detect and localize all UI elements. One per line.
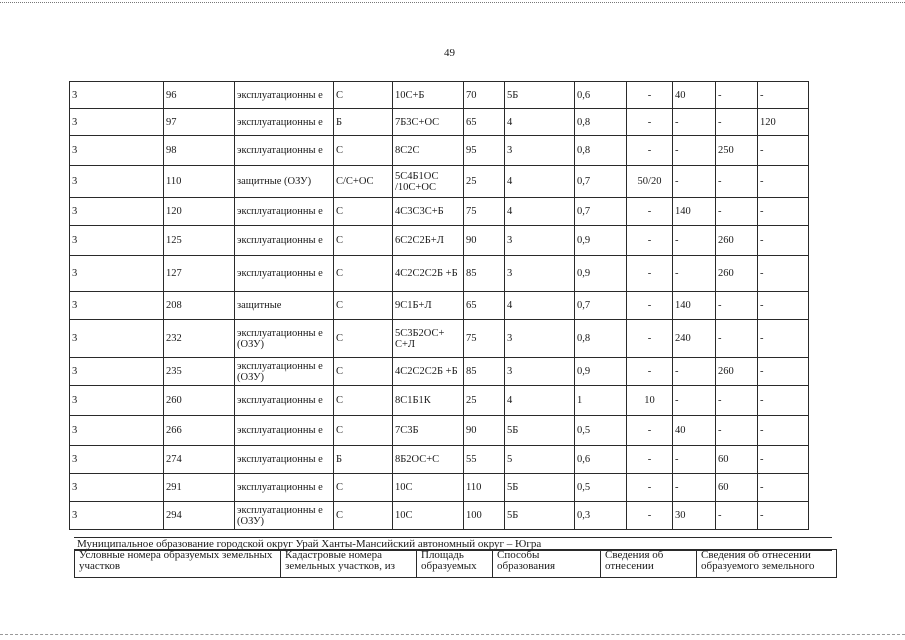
age-cell: 85 xyxy=(464,256,505,292)
header-formation-method: Способы образования xyxy=(493,550,601,578)
value-cell-4: - xyxy=(758,82,809,109)
plot-id-cell: 232 xyxy=(164,320,235,358)
value-cell-4: - xyxy=(758,502,809,530)
age-cell: 65 xyxy=(464,292,505,320)
age-cell: 100 xyxy=(464,502,505,530)
density-cell: 0,5 xyxy=(575,474,627,502)
forest-inventory-table xyxy=(69,81,809,530)
value-cell-3: 60 xyxy=(716,474,758,502)
age-cell: 75 xyxy=(464,320,505,358)
composition-cell: 8С1Б1К xyxy=(393,386,464,416)
age-cell: 25 xyxy=(464,386,505,416)
category-cell: С xyxy=(334,136,393,166)
composition-cell: 4С2С2С2Б +Б xyxy=(393,358,464,386)
plot-id-cell: 235 xyxy=(164,358,235,386)
value-cell-1: - xyxy=(627,292,673,320)
age-cell: 25 xyxy=(464,166,505,198)
density-cell: 0,3 xyxy=(575,502,627,530)
age-cell: 85 xyxy=(464,358,505,386)
value-cell-3: - xyxy=(716,502,758,530)
scan-edge-top xyxy=(0,2,905,3)
category-cell: С xyxy=(334,474,393,502)
value-cell-4: 120 xyxy=(758,109,809,136)
density-cell: 0,6 xyxy=(575,446,627,474)
age-cell: 75 xyxy=(464,198,505,226)
category-cell: С xyxy=(334,386,393,416)
age-cell: 95 xyxy=(464,136,505,166)
age-cell: 55 xyxy=(464,446,505,474)
category-cell: С/С+ОС xyxy=(334,166,393,198)
age-cell: 70 xyxy=(464,82,505,109)
category-cell: С xyxy=(334,292,393,320)
table-row xyxy=(70,416,809,446)
class-cell: 4 xyxy=(505,292,575,320)
purpose-cell: эксплуатационны е xyxy=(235,446,334,474)
header-area: Площадь образуемых xyxy=(417,550,493,578)
class-cell: 5Б xyxy=(505,416,575,446)
value-cell-2: 40 xyxy=(673,82,716,109)
zone-cell: 3 xyxy=(70,166,164,198)
zone-cell: 3 xyxy=(70,292,164,320)
purpose-cell: эксплуатационны е xyxy=(235,198,334,226)
value-cell-3: - xyxy=(716,292,758,320)
table-row xyxy=(70,320,809,358)
plot-id-cell: 125 xyxy=(164,226,235,256)
zone-cell: 3 xyxy=(70,416,164,446)
table-row xyxy=(70,166,809,198)
zone-cell: 3 xyxy=(70,358,164,386)
purpose-cell: эксплуатационны е xyxy=(235,109,334,136)
plot-id-cell: 266 xyxy=(164,416,235,446)
value-cell-3: 60 xyxy=(716,446,758,474)
class-cell: 5Б xyxy=(505,82,575,109)
value-cell-2: - xyxy=(673,386,716,416)
density-cell: 0,9 xyxy=(575,358,627,386)
table-row xyxy=(70,474,809,502)
composition-cell: 5С4Б1ОС /10С+ОС xyxy=(393,166,464,198)
category-cell: С xyxy=(334,320,393,358)
density-cell: 0,9 xyxy=(575,256,627,292)
value-cell-1: 10 xyxy=(627,386,673,416)
value-cell-4: - xyxy=(758,198,809,226)
value-cell-1: - xyxy=(627,226,673,256)
value-cell-2: - xyxy=(673,446,716,474)
scan-edge-bottom xyxy=(0,634,905,635)
header-attribution: Сведения об отнесении xyxy=(601,550,697,578)
table-row xyxy=(70,386,809,416)
age-cell: 90 xyxy=(464,416,505,446)
value-cell-3: 260 xyxy=(716,226,758,256)
plot-id-cell: 208 xyxy=(164,292,235,320)
plot-id-cell: 120 xyxy=(164,198,235,226)
category-cell: С xyxy=(334,502,393,530)
class-cell: 4 xyxy=(505,198,575,226)
value-cell-3: - xyxy=(716,198,758,226)
value-cell-3: - xyxy=(716,166,758,198)
purpose-cell: эксплуатационны е xyxy=(235,256,334,292)
density-cell: 0,6 xyxy=(575,82,627,109)
class-cell: 4 xyxy=(505,386,575,416)
zone-cell: 3 xyxy=(70,446,164,474)
value-cell-4: - xyxy=(758,446,809,474)
value-cell-4: - xyxy=(758,292,809,320)
plot-id-cell: 274 xyxy=(164,446,235,474)
value-cell-2: 40 xyxy=(673,416,716,446)
table-row xyxy=(70,109,809,136)
zone-cell: 3 xyxy=(70,256,164,292)
value-cell-1: - xyxy=(627,256,673,292)
purpose-cell: эксплуатационны е xyxy=(235,386,334,416)
composition-cell: 7С3Б xyxy=(393,416,464,446)
value-cell-4: - xyxy=(758,386,809,416)
value-cell-2: - xyxy=(673,474,716,502)
value-cell-3: - xyxy=(716,82,758,109)
plot-id-cell: 97 xyxy=(164,109,235,136)
value-cell-2: - xyxy=(673,226,716,256)
zone-cell: 3 xyxy=(70,474,164,502)
purpose-cell: эксплуатационны е xyxy=(235,226,334,256)
plot-id-cell: 127 xyxy=(164,256,235,292)
age-cell: 90 xyxy=(464,226,505,256)
value-cell-1: - xyxy=(627,358,673,386)
zone-cell: 3 xyxy=(70,226,164,256)
zone-cell: 3 xyxy=(70,502,164,530)
header-plot-attribution: Сведения об отнесении образуемого земельного xyxy=(697,550,837,578)
value-cell-2: - xyxy=(673,358,716,386)
purpose-cell: эксплуатационны е xyxy=(235,82,334,109)
value-cell-1: - xyxy=(627,502,673,530)
density-cell: 0,7 xyxy=(575,292,627,320)
class-cell: 5Б xyxy=(505,474,575,502)
value-cell-2: 140 xyxy=(673,198,716,226)
zone-cell: 3 xyxy=(70,386,164,416)
value-cell-3: 250 xyxy=(716,136,758,166)
header-cadastral-numbers: Кадастровые номера земельных участков, из xyxy=(281,550,417,578)
plot-id-cell: 96 xyxy=(164,82,235,109)
value-cell-1: - xyxy=(627,198,673,226)
value-cell-4: - xyxy=(758,320,809,358)
plot-id-cell: 294 xyxy=(164,502,235,530)
composition-cell: 4С3С3С+Б xyxy=(393,198,464,226)
purpose-cell: эксплуатационны е xyxy=(235,136,334,166)
table-row xyxy=(70,136,809,166)
table-row xyxy=(70,358,809,386)
value-cell-1: - xyxy=(627,320,673,358)
table-row xyxy=(70,502,809,530)
value-cell-4: - xyxy=(758,256,809,292)
table-row xyxy=(70,82,809,109)
zone-cell: 3 xyxy=(70,109,164,136)
header-plot-numbers: Условные номера образуемых земельных участков xyxy=(75,550,281,578)
value-cell-2: 140 xyxy=(673,292,716,320)
value-cell-3: - xyxy=(716,320,758,358)
table-row xyxy=(70,226,809,256)
value-cell-1: 50/20 xyxy=(627,166,673,198)
purpose-cell: эксплуатационны е xyxy=(235,474,334,502)
density-cell: 0,7 xyxy=(575,166,627,198)
plot-id-cell: 260 xyxy=(164,386,235,416)
value-cell-2: - xyxy=(673,136,716,166)
class-cell: 5Б xyxy=(505,502,575,530)
land-plots-header-table xyxy=(74,549,837,578)
purpose-cell: эксплуатационны е xyxy=(235,416,334,446)
municipality-line: Муниципальное образование городской округ Урай Ханты-Мансийский автономный округ – Югра xyxy=(74,537,832,551)
zone-cell: 3 xyxy=(70,320,164,358)
composition-cell: 4С2С2С2Б +Б xyxy=(393,256,464,292)
density-cell: 1 xyxy=(575,386,627,416)
class-cell: 3 xyxy=(505,226,575,256)
page-number: 49 xyxy=(444,47,455,59)
composition-cell: 8С2С xyxy=(393,136,464,166)
class-cell: 3 xyxy=(505,358,575,386)
density-cell: 0,8 xyxy=(575,136,627,166)
category-cell: С xyxy=(334,226,393,256)
purpose-cell: защитные xyxy=(235,292,334,320)
value-cell-4: - xyxy=(758,358,809,386)
category-cell: С xyxy=(334,358,393,386)
category-cell: С xyxy=(334,82,393,109)
zone-cell: 3 xyxy=(70,198,164,226)
density-cell: 0,5 xyxy=(575,416,627,446)
category-cell: Б xyxy=(334,109,393,136)
density-cell: 0,8 xyxy=(575,320,627,358)
composition-cell: 10С xyxy=(393,502,464,530)
class-cell: 3 xyxy=(505,136,575,166)
value-cell-4: - xyxy=(758,416,809,446)
value-cell-1: - xyxy=(627,474,673,502)
purpose-cell: защитные (ОЗУ) xyxy=(235,166,334,198)
composition-cell: 5С3Б2ОС+ С+Л xyxy=(393,320,464,358)
density-cell: 0,9 xyxy=(575,226,627,256)
value-cell-4: - xyxy=(758,136,809,166)
value-cell-1: - xyxy=(627,82,673,109)
composition-cell: 9С1Б+Л xyxy=(393,292,464,320)
value-cell-1: - xyxy=(627,446,673,474)
value-cell-2: - xyxy=(673,109,716,136)
table-row xyxy=(70,292,809,320)
value-cell-3: 260 xyxy=(716,358,758,386)
category-cell: С xyxy=(334,198,393,226)
value-cell-4: - xyxy=(758,166,809,198)
composition-cell: 10С xyxy=(393,474,464,502)
class-cell: 3 xyxy=(505,256,575,292)
density-cell: 0,7 xyxy=(575,198,627,226)
category-cell: С xyxy=(334,416,393,446)
plot-id-cell: 291 xyxy=(164,474,235,502)
value-cell-4: - xyxy=(758,474,809,502)
value-cell-2: 240 xyxy=(673,320,716,358)
zone-cell: 3 xyxy=(70,82,164,109)
class-cell: 3 xyxy=(505,320,575,358)
value-cell-3: - xyxy=(716,416,758,446)
value-cell-3: - xyxy=(716,386,758,416)
table-row xyxy=(70,256,809,292)
density-cell: 0,8 xyxy=(575,109,627,136)
table-row xyxy=(70,446,809,474)
composition-cell: 6С2С2Б+Л xyxy=(393,226,464,256)
age-cell: 110 xyxy=(464,474,505,502)
age-cell: 65 xyxy=(464,109,505,136)
purpose-cell: эксплуатационны е (ОЗУ) xyxy=(235,320,334,358)
zone-cell: 3 xyxy=(70,136,164,166)
composition-cell: 7Б3С+ОС xyxy=(393,109,464,136)
purpose-cell: эксплуатационны е (ОЗУ) xyxy=(235,358,334,386)
value-cell-1: - xyxy=(627,109,673,136)
value-cell-2: 30 xyxy=(673,502,716,530)
table-row xyxy=(70,198,809,226)
purpose-cell: эксплуатационны е (ОЗУ) xyxy=(235,502,334,530)
class-cell: 4 xyxy=(505,109,575,136)
value-cell-1: - xyxy=(627,416,673,446)
value-cell-2: - xyxy=(673,166,716,198)
category-cell: Б xyxy=(334,446,393,474)
value-cell-1: - xyxy=(627,136,673,166)
value-cell-3: - xyxy=(716,109,758,136)
plot-id-cell: 98 xyxy=(164,136,235,166)
class-cell: 4 xyxy=(505,166,575,198)
value-cell-2: - xyxy=(673,256,716,292)
composition-cell: 8Б2ОС+С xyxy=(393,446,464,474)
composition-cell: 10С+Б xyxy=(393,82,464,109)
value-cell-4: - xyxy=(758,226,809,256)
plot-id-cell: 110 xyxy=(164,166,235,198)
category-cell: С xyxy=(334,256,393,292)
class-cell: 5 xyxy=(505,446,575,474)
value-cell-3: 260 xyxy=(716,256,758,292)
